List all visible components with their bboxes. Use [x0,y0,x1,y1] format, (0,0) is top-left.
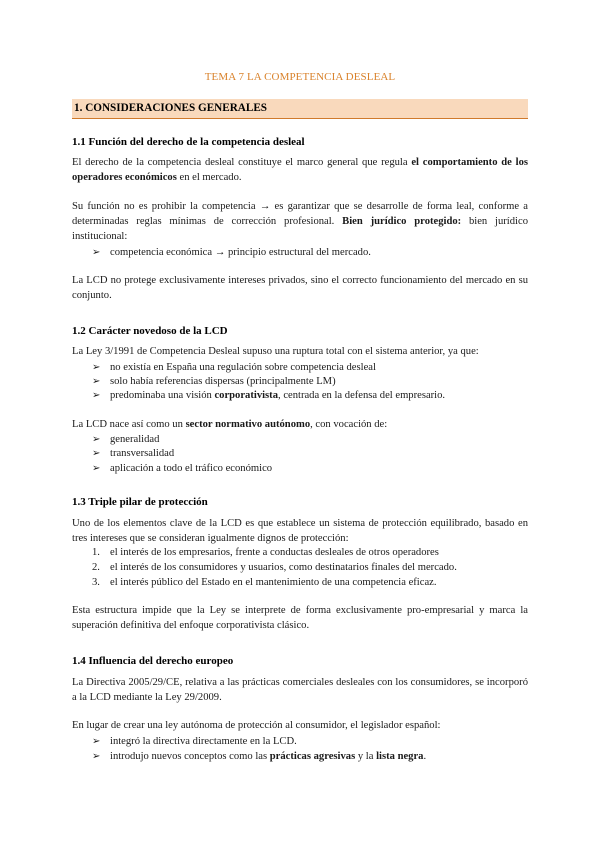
arrow-bullet-icon: ➢ [92,390,101,401]
subheading-1-2: 1.2 Carácter novedoso de la LCD [72,325,228,337]
list-item [92,374,336,389]
arrow-bullet-icon: ➢ [92,247,101,258]
list-item [92,734,297,749]
text-run: en el mercado. [176,172,242,184]
numbered-item [92,575,437,590]
subheading-1-3: 1.3 Triple pilar de protección [72,496,208,508]
section-heading-1: 1. CONSIDERACIONES GENERALES [74,102,268,114]
arrow-bullet-icon: ➢ [92,736,101,747]
text-run: . [423,751,427,762]
list-item-text: el interés de los consumidores y usuarios, como destinatarios finales del mercado. [110,562,457,573]
text-run: predominaba una visión [110,390,215,401]
list-item-text: integró la directiva directamente en la LCD. [110,736,297,747]
bold-text: corporativista [214,390,279,401]
text-run: y la [355,751,377,762]
item-number: 1. [92,547,100,558]
item-number: 2. [92,562,100,573]
text-run: Su función no es prohibir la competencia → es garantizar que se desarrolle de forma leal, conforme a determinadas reglas mínimas de corrección profesional. [72,201,528,228]
paragraph-1-4-b: En lugar de crear una ley autónoma de protección al consumidor, el legislador español: [72,720,441,731]
arrow-bullet-icon: ➢ [92,434,101,445]
text-run: , centrada en la defensa del empresario. [278,390,446,401]
bold-text: lista negra [376,751,424,762]
text-run: , con vocación de: [310,419,388,430]
text-run: introdujo nuevos conceptos como las [110,751,270,762]
bold-text: prácticas agresivas [269,751,356,762]
list-item-text: aplicación a todo el tráfico económico [110,463,273,474]
list-item [92,360,376,375]
list-item [92,461,272,476]
document-title: TEMA 7 LA COMPETENCIA DESLEAL [204,71,396,83]
list-item-text: el interés de los empresarios, frente a conductas desleales de otros operadores [110,547,439,558]
text-run: bien jurídico institucional: [72,216,528,243]
list-item-text: generalidad [110,434,160,445]
list-item [92,749,426,764]
bold-text: el comportamiento de los operadores económicos [72,157,528,184]
list-item [92,432,159,447]
text-run: La LCD nace así como un [72,419,186,430]
subheading-1-1: 1.1 Función del derecho de la competencia desleal [72,136,305,148]
paragraph-1-1-b [72,199,528,244]
subheading-1-4: 1.4 Influencia del derecho europeo [72,655,234,667]
paragraph-1-3-a: Uno de los elementos clave de la LCD es que establece un sistema de protección equilibrado, basado en tres intereses que se consideran igualmente dignos de protección: [72,518,528,545]
arrow-bullet-icon: ➢ [92,463,101,474]
list-item-text: competencia económica → principio estructural del mercado. [110,247,371,258]
paragraph-1-2-a: La Ley 3/1991 de Competencia Desleal supuso una ruptura total con el sistema anterior, ya que: [72,346,479,357]
list-item-text: el interés público del Estado en el mantenimiento de una competencia eficaz. [110,577,437,588]
list-item-text: transversalidad [110,448,175,459]
text-run: El derecho de la competencia desleal constituye el marco general que regula [72,157,412,168]
numbered-item [92,560,457,575]
paragraph-1-4-a: La Directiva 2005/29/CE, relativa a las prácticas comerciales desleales con los consumidores, se incorporó a la LCD mediante la Ley 29/2009. [72,677,528,704]
list-item-text: solo había referencias dispersas (principalmente LM) [110,376,336,387]
paragraph-1-1-a [72,155,528,185]
paragraph-1-3-b: Esta estructura impide que la Ley se interprete de forma exclusivamente pro-empresarial y marca la superación definitiva del enfoque corporativista clásico. [72,605,528,632]
arrow-bullet-icon: ➢ [92,362,101,373]
item-number: 3. [92,577,100,588]
bold-text: Bien jurídico protegido: [342,216,462,228]
paragraph-1-2-b [72,417,528,432]
arrow-bullet-icon: ➢ [92,448,101,459]
list-item-text: no existía en España una regulación sobre competencia desleal [110,362,376,373]
list-item [92,446,174,461]
arrow-bullet-icon: ➢ [92,376,101,387]
bold-text: sector normativo autónomo [185,419,311,430]
paragraph-1-1-c: La LCD no protege exclusivamente intereses privados, sino el correcto funcionamiento del mercado en su conjunto. [72,275,528,302]
list-item [92,245,371,260]
list-item [92,388,445,403]
arrow-bullet-icon: ➢ [92,751,101,762]
numbered-item [92,545,439,560]
